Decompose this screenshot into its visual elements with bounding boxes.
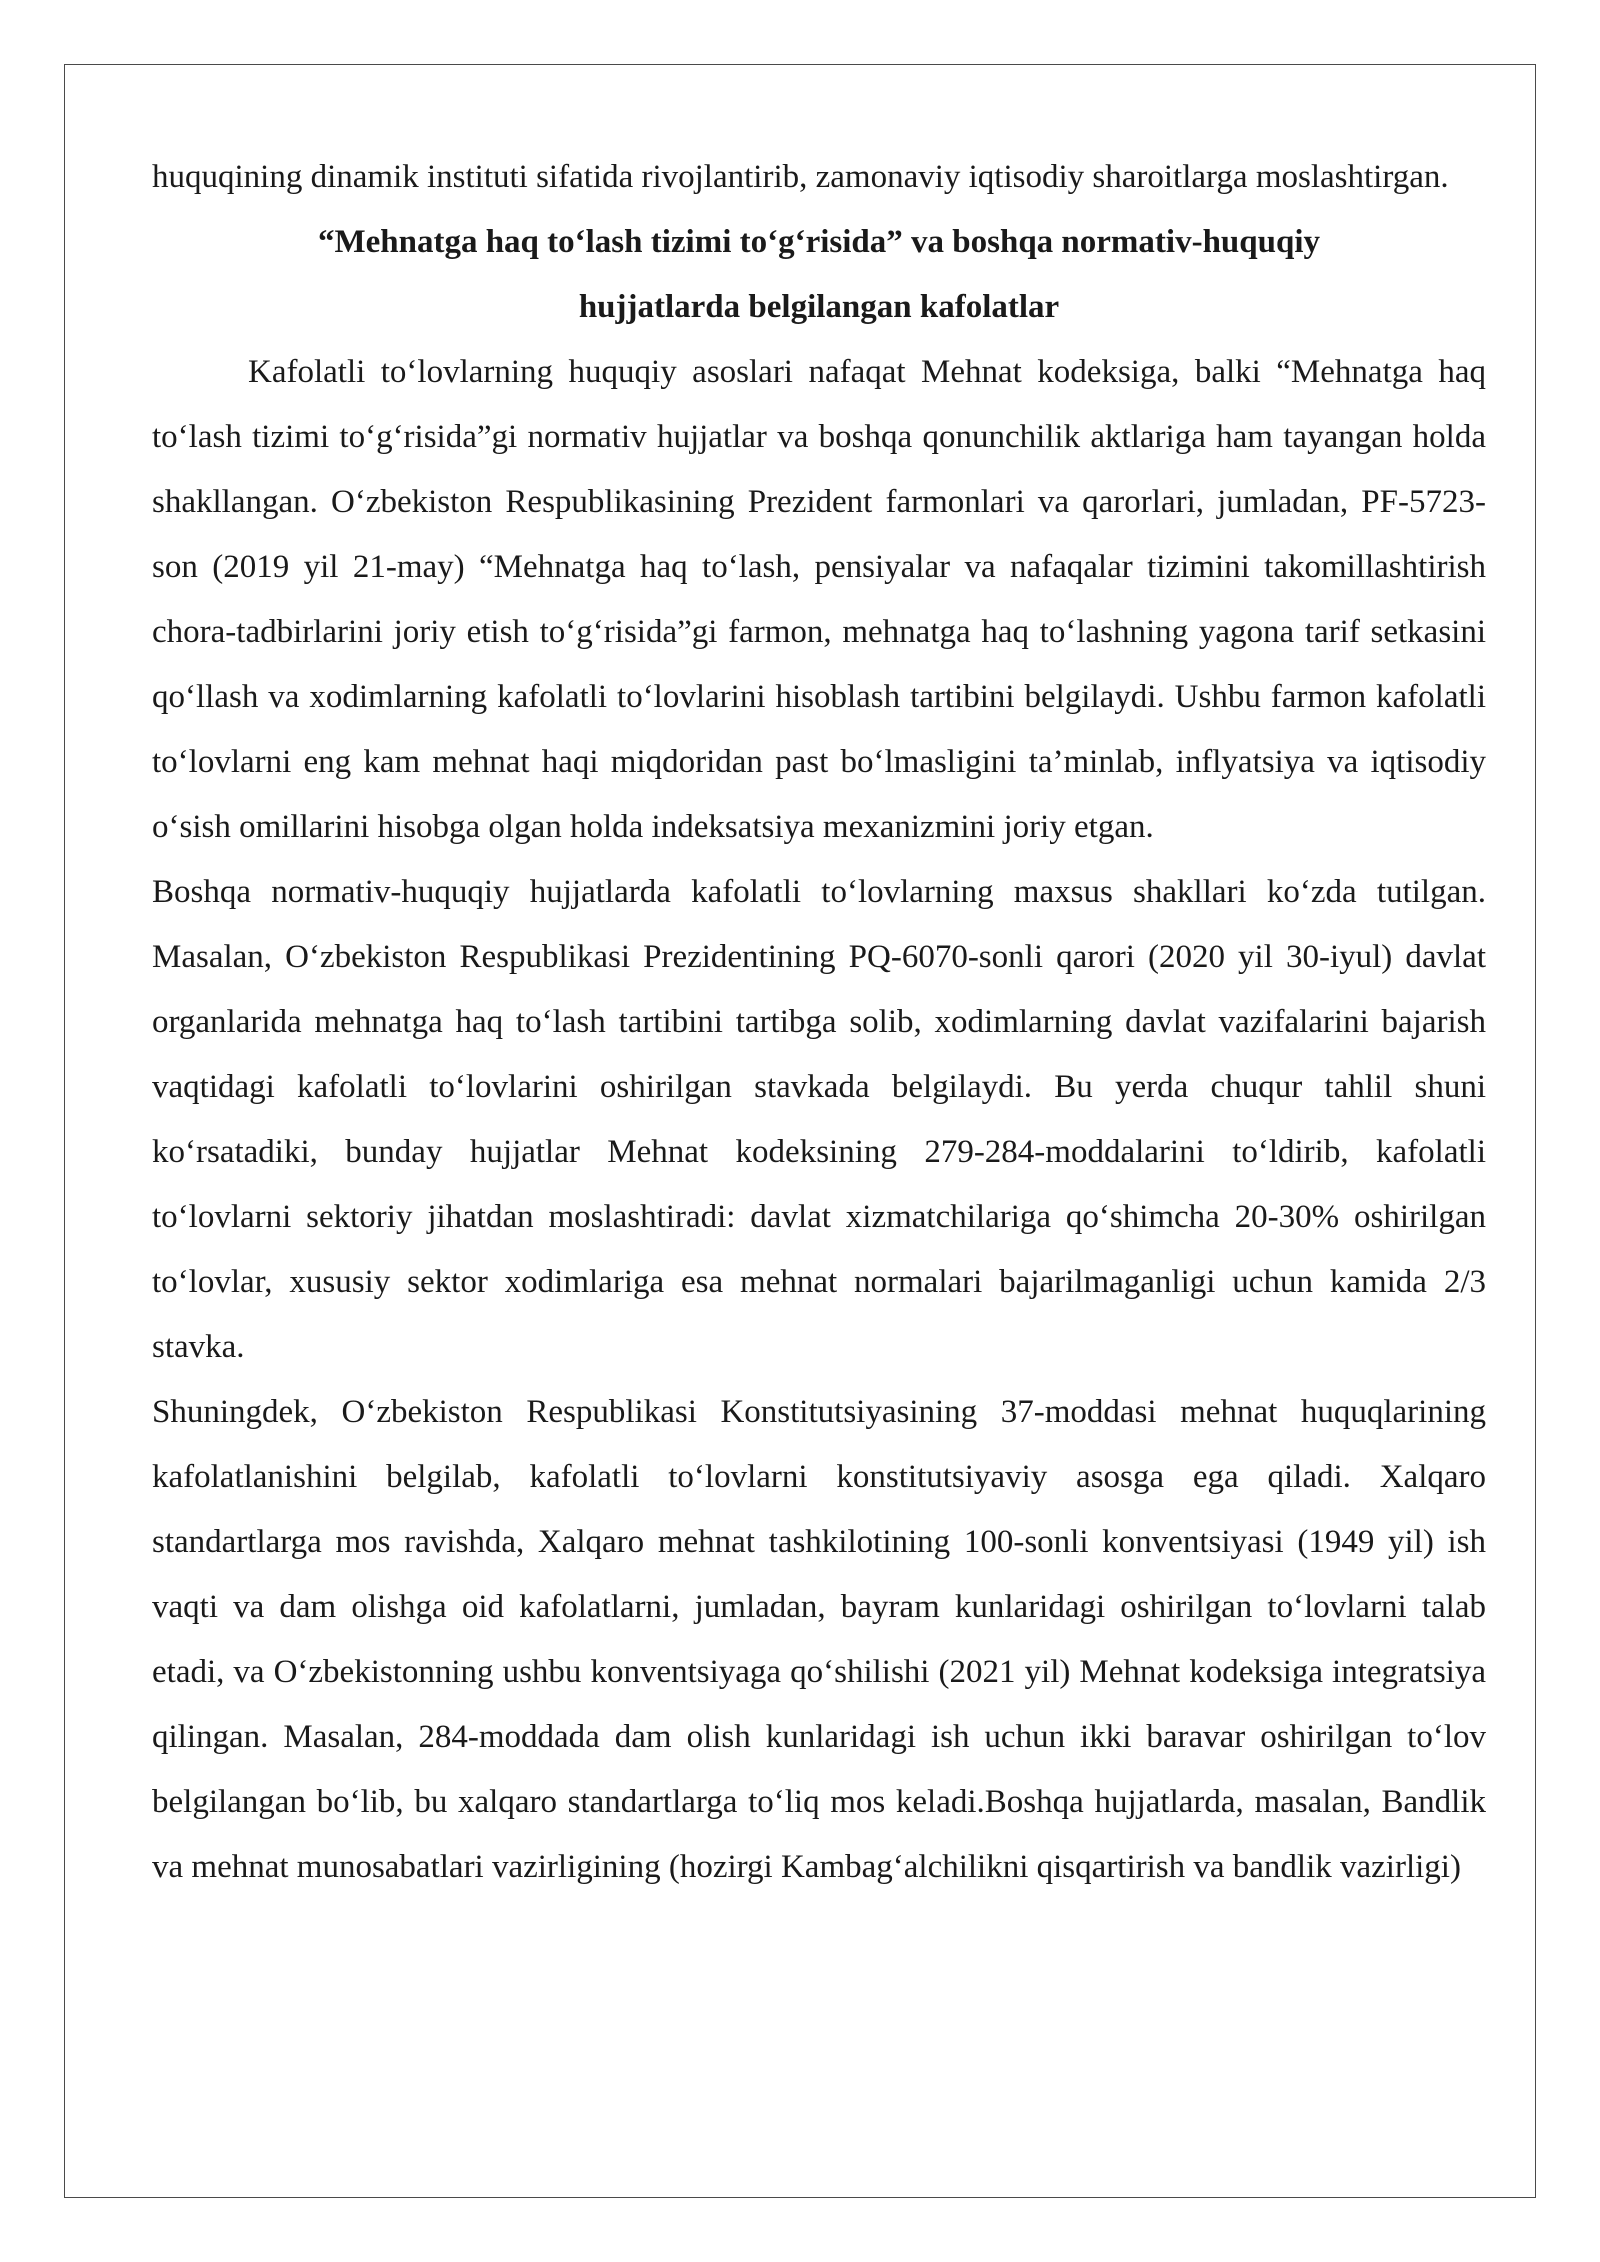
section-heading: “Mehnatga haq to‘lash tizimi to‘g‘risida” va boshqa normativ-huquqiy hujjatlarda belgilangan kafolatlar (317, 224, 1321, 325)
document-body (152, 145, 1486, 1900)
paragraph-constitution: Shuningdek, O‘zbekiston Respublikasi Konstitutsiyasining 37-moddasi mehnat huquqlarining kafolatlanishini belgilab, kafolatli to‘lovlarni konstitutsiyaviy asosga ega qiladi. Xalqaro standartlarga mos ravishda, Xalqaro mehnat tashkilotining 100-sonli konventsiyasi (1949 yil) ish vaqti va dam olishga oid kafolatlarni, jumladan, bayram kunlaridagi oshirilgan to‘lovlarni talab etadi, va O‘zbekistonning ushbu konventsiyaga qo‘shilishi (2021 yil) Mehnat kodeksiga integratsiya qilingan. Masalan, 284-moddada dam olish kunlaridagi ish uchun ikki baravar oshirilgan to‘lov belgilangan bo‘lib, bu xalqaro standartlarga to‘liq mos keladi.Boshqa hujjatlarda, masalan, Bandlik va mehnat munosabatlari vazirligining (hozirgi Kambag‘alchilikni qisqartirish va bandlik vazirligi) (152, 1394, 1486, 1885)
paragraph-legal-basis: Kafolatli to‘lovlarning huquqiy asoslari nafaqat Mehnat kodeksiga, balki “Mehnatga haq to‘lash tizimi to‘g‘risida”gi normativ hujjatlar va boshqa qonunchilik aktlariga ham tayangan holda shakllangan. O‘zbekiston Respublikasining Prezident farmonlari va qarorlari, jumladan, PF-5723-son (2019 yil 21-may) “Mehnatga haq to‘lash, pensiyalar va nafaqalar tizimini takomillashtirish chora-tadbirlarini joriy etish to‘g‘risida”gi farmon, mehnatga haq to‘lashning yagona tarif setkasini qo‘llash va xodimlarning kafolatli to‘lovlarini hisoblash tartibini belgilaydi. Ushbu farmon kafolatli to‘lovlarni eng kam mehnat haqi miqdoridan past bo‘lmasligini ta’minlab, inflyatsiya va iqtisodiy o‘sish omillarini hisobga olgan holda indeksatsiya mexanizmini joriy etgan. (152, 354, 1486, 845)
paragraph-special-forms: Boshqa normativ-huquqiy hujjatlarda kafolatli to‘lovlarning maxsus shakllari ko‘zda tutilgan. Masalan, O‘zbekiston Respublikasi Prezidentining PQ-6070-sonli qarori (2020 yil 30-iyul) davlat organlarida mehnatga haq to‘lash tartibini tartibga solib, xodimlarning davlat vazifalarini bajarish vaqtidagi kafolatli to‘lovlarini oshirilgan stavkada belgilaydi. Bu yerda chuqur tahlil shuni ko‘rsatadiki, bunday hujjatlar Mehnat kodeksining 279-284-moddalarini to‘ldirib, kafolatli to‘lovlarni sektoriy jihatdan moslashtiradi: davlat xizmatchilariga qo‘shimcha 20-30% oshirilgan to‘lovlar, xususiy sektor xodimlariga esa mehnat normalari bajarilmaganligi uchun kamida 2/3 stavka. (152, 874, 1486, 1365)
intro-paragraph: huquqining dinamik instituti sifatida rivojlantirib, zamonaviy iqtisodiy sharoitlarga moslashtirgan. (152, 159, 1449, 195)
